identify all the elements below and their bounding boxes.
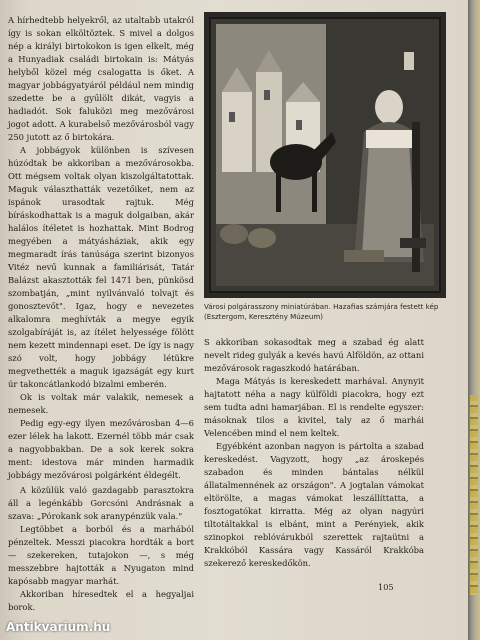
left-column-paragraph: Akkoriban híresedtek el a hegyaljai borok. xyxy=(8,589,194,612)
watermark-logo: Antikvarium.hu xyxy=(6,620,111,634)
right-column-paragraph: Egyébként azonban nagyon is pártolta a szabad kereskedést. Vagyzott, hogy „az ároskepés szabadon és minden bántalas nélkül állatalmennének az országon". A jogtalan vámokat eltörölte, a magas vámokat leszállíttatta, a fosztogatókat kirratta. Még az olyan nagyúri tiltotáltakkal is elbánt, mint a Perényiek, akik szinopkoi reblóvárukból szerettek rajtaütni a Krakkóból Kassára vagy Kassáról Krakkóba szekerező kereskedőkön. xyxy=(204,441,424,568)
page-number: 105 xyxy=(378,582,394,592)
right-text-column xyxy=(204,336,424,570)
illustration-woman-seated xyxy=(204,12,446,298)
right-column-paragraph: S akkoriban sokasodtak meg a szabad ég alatt nevelt rideg gulyák a kevés havú Alföldön, az ottani mezővárosok ragaszkodó határában. xyxy=(204,337,424,373)
left-column-paragraph: A hírhedtebb helyekről, az utaltabb utakról így is sokan elköltöztek. S mivel a dolgos nép a királyi birtokokon is igen elkelt, még a Hunyadiak családi birtokain is: Mátyás helyből közel még csalogatta is őket. A magyar jobbágyatyáról például nem mindig szedette be a gyűlölt dikát, vagyis a hadiadót. Sok faluközi meg mezővárosi jogot adott. A kurabelső mezővárosból vagy 250 jutott az ő birtokára. xyxy=(8,15,194,142)
figure-caption: Városi polgárasszony miniatúrában. Hazafias számjára festett kép (Esztergom, Keresztény Múzeum) xyxy=(204,302,439,321)
left-column-paragraph: Legtöbbet a borból és a marhából pénzeltek. Messzi piacokra hordták a bort — szekereken, tutajokon —, s még messzebbre hajtották a Nyugaton mind kapósabb magyar marhát. xyxy=(8,524,194,586)
illustration-figure xyxy=(204,12,446,298)
right-column-paragraph: Maga Mátyás is kereskedett marhával. Anynyit hajtatott néha a nagy külföldi piacokra, hogy ezt sem tudta adni hamarjában. El is rendelte egyszer: másoknak tilos a kivitel, taly az ő marhái Velencében mind el nem keltek. xyxy=(204,376,424,438)
left-column-paragraph: Pedig egy-egy ilyen mezővárosban 4—6 ezer lélek ha lakott. Ezernél több már csak a nagyobbakban. De a sok kerek sokra ment: idestova már minden harmadik jobbágy mezővárosi polgárként éldegélt. xyxy=(8,418,194,480)
left-text-column xyxy=(8,14,194,614)
left-column-paragraph: A közülük való gazdagabb parasztokra áll a legénkább Gorcsóni Andrásnak a szava: „Pórokank sok aranypénzük vala." xyxy=(8,485,194,521)
left-column-paragraph: Ok is voltak már valakik, nemesek a nemesek. xyxy=(8,392,194,415)
left-column-paragraph: A jobbágyok különben is szívesen húzódtak be akkoriban a mezővárosokba. Ott mégsem voltak olyan kiszolgáltatottak. Maguk választhatták vezetőiket, nem az ispánok urasodtak rajtuk. Még bíráskodhattak is a maguk dolgaiban, akár halálos ítéletet is hozhattak. Mint Bodrog megyében a mátyásháziak, akik egy megmaradt írás tanúsága szerint bizonyos Vitéz nevű kunnak a familiárisát, Tatár Balázst akasztották fel 1471 ben, pünkösd szombatján, „mint nyilvánvaló tolvajt és gonosztevőt". Igaz, hogy e nevezetes alkalomra meghívták a megye egyik szolgabíráját is, az ítélet helyessége fölött nem kezett mindennapi eset. De így is nagy szó volt, hogy jobbágy létükre megvethették a maguk igazságát egy kurt úr takoncátlankodó bizalmi emberén. xyxy=(8,145,194,389)
bookmark-strip xyxy=(470,395,478,595)
